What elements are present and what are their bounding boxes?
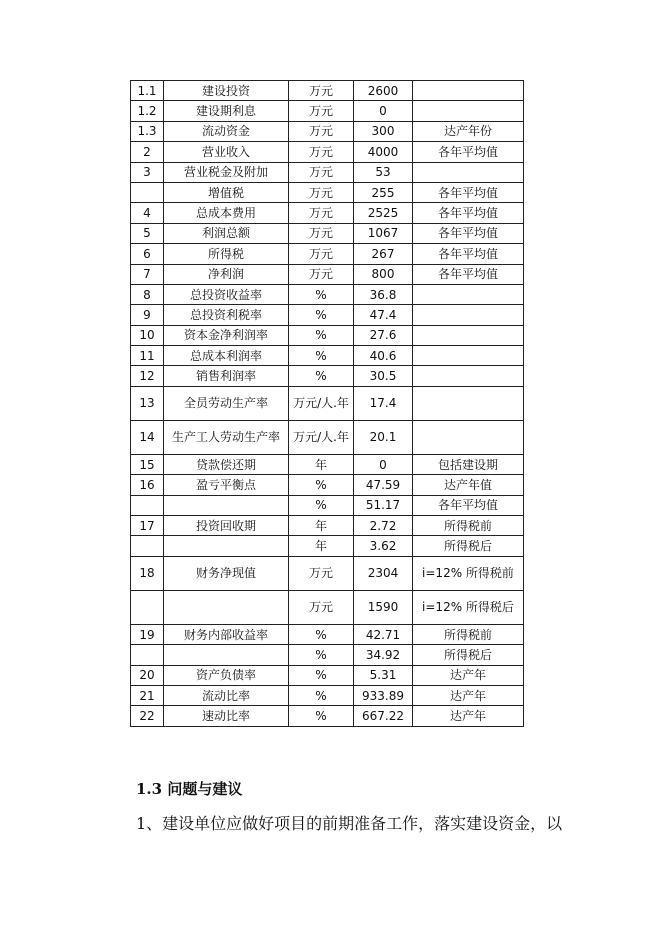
cell-item-name: 总投资收益率 (164, 284, 289, 304)
cell-row-number: 5 (131, 223, 164, 243)
cell-unit: 万元 (289, 203, 354, 223)
cell-note (413, 386, 524, 420)
table-row (131, 162, 524, 182)
table-row (131, 685, 524, 705)
cell-row-number: 14 (131, 420, 164, 454)
cell-item-name: 生产工人劳动生产率 (164, 420, 289, 454)
cell-value: 1590 (354, 590, 413, 624)
cell-row-number: 1.3 (131, 121, 164, 141)
cell-unit: 万元 (289, 244, 354, 264)
cell-unit: % (289, 685, 354, 705)
table-row (131, 223, 524, 243)
table-row (131, 346, 524, 366)
cell-unit: % (289, 305, 354, 325)
cell-note: i=12% 所得税后 (413, 590, 524, 624)
cell-value: 47.59 (354, 475, 413, 495)
table-row (131, 590, 524, 624)
cell-unit: 万元 (289, 162, 354, 182)
cell-unit: % (289, 706, 354, 726)
cell-row-number: 10 (131, 325, 164, 345)
cell-note: 各年平均值 (413, 182, 524, 202)
table-row (131, 101, 524, 121)
cell-item-name: 建设投资 (164, 81, 289, 101)
cell-unit: % (289, 325, 354, 345)
table-row (131, 454, 524, 474)
cell-unit: 万元 (289, 81, 354, 101)
cell-row-number: 7 (131, 264, 164, 284)
table-row (131, 81, 524, 101)
cell-value: 2525 (354, 203, 413, 223)
cell-item-name: 营业收入 (164, 142, 289, 162)
cell-unit: 万元 (289, 182, 354, 202)
cell-note: 包括建设期 (413, 454, 524, 474)
table-row (131, 325, 524, 345)
cell-row-number (131, 495, 164, 515)
table-row (131, 244, 524, 264)
cell-item-name (164, 536, 289, 556)
cell-row-number: 4 (131, 203, 164, 223)
cell-note: 各年平均值 (413, 244, 524, 264)
cell-value: 300 (354, 121, 413, 141)
cell-item-name: 速动比率 (164, 706, 289, 726)
table-row (131, 420, 524, 454)
cell-item-name: 流动比率 (164, 685, 289, 705)
cell-item-name: 建设期利息 (164, 101, 289, 121)
cell-unit: 万元 (289, 142, 354, 162)
cell-row-number (131, 645, 164, 665)
cell-value: 40.6 (354, 346, 413, 366)
cell-value: 0 (354, 101, 413, 121)
cell-item-name: 资产负债率 (164, 665, 289, 685)
cell-note (413, 162, 524, 182)
cell-value: 36.8 (354, 284, 413, 304)
cell-value: 47.4 (354, 305, 413, 325)
cell-value: 255 (354, 182, 413, 202)
cell-note: 各年平均值 (413, 203, 524, 223)
cell-unit: 万元 (289, 590, 354, 624)
cell-note (413, 81, 524, 101)
cell-item-name: 净利润 (164, 264, 289, 284)
cell-item-name: 增值税 (164, 182, 289, 202)
cell-item-name: 财务净现值 (164, 556, 289, 590)
cell-value: 933.89 (354, 685, 413, 705)
table-row (131, 284, 524, 304)
table-row (131, 536, 524, 556)
cell-row-number: 12 (131, 366, 164, 386)
cell-note: 各年平均值 (413, 223, 524, 243)
cell-row-number: 3 (131, 162, 164, 182)
cell-unit: 万元 (289, 556, 354, 590)
cell-item-name: 流动资金 (164, 121, 289, 141)
cell-value: 2304 (354, 556, 413, 590)
cell-unit: % (289, 495, 354, 515)
cell-note (413, 420, 524, 454)
cell-item-name: 全员劳动生产率 (164, 386, 289, 420)
cell-row-number: 9 (131, 305, 164, 325)
cell-note (413, 305, 524, 325)
cell-note: 各年平均值 (413, 264, 524, 284)
table-row (131, 556, 524, 590)
cell-value: 5.31 (354, 665, 413, 685)
cell-row-number: 6 (131, 244, 164, 264)
cell-row-number: 21 (131, 685, 164, 705)
cell-item-name (164, 590, 289, 624)
table-row (131, 203, 524, 223)
cell-unit: 万元 (289, 121, 354, 141)
cell-row-number: 1.1 (131, 81, 164, 101)
cell-note: 达产年 (413, 665, 524, 685)
table-row (131, 475, 524, 495)
cell-note: 达产年 (413, 685, 524, 705)
cell-note (413, 101, 524, 121)
cell-unit: 年 (289, 536, 354, 556)
table-row (131, 665, 524, 685)
cell-row-number: 17 (131, 516, 164, 536)
cell-unit: 年 (289, 516, 354, 536)
section-paragraph: 1、建设单位应做好项目的前期准备工作，落实建设资金，以 (136, 814, 563, 833)
cell-item-name: 所得税 (164, 244, 289, 264)
table-row (131, 624, 524, 644)
cell-value: 2.72 (354, 516, 413, 536)
cell-unit: 万元 (289, 101, 354, 121)
cell-unit: 万元/人.年 (289, 386, 354, 420)
section-heading: 1.3 问题与建议 (136, 780, 243, 798)
cell-unit: % (289, 346, 354, 366)
cell-item-name: 总成本费用 (164, 203, 289, 223)
cell-value: 667.22 (354, 706, 413, 726)
cell-note: 达产年值 (413, 475, 524, 495)
economic-indicators-table (130, 80, 524, 727)
cell-unit: 万元/人.年 (289, 420, 354, 454)
cell-row-number: 1.2 (131, 101, 164, 121)
cell-note: 所得税后 (413, 536, 524, 556)
cell-note: 各年平均值 (413, 495, 524, 515)
cell-row-number (131, 590, 164, 624)
cell-value: 51.17 (354, 495, 413, 515)
cell-note: 达产年 (413, 706, 524, 726)
table-row (131, 516, 524, 536)
cell-row-number: 11 (131, 346, 164, 366)
cell-item-name: 总投资利税率 (164, 305, 289, 325)
table-row (131, 264, 524, 284)
cell-value: 0 (354, 454, 413, 474)
table-row (131, 386, 524, 420)
economic-indicators-body (131, 81, 524, 727)
cell-unit: % (289, 665, 354, 685)
cell-value: 1067 (354, 223, 413, 243)
cell-item-name: 总成本利润率 (164, 346, 289, 366)
cell-row-number: 15 (131, 454, 164, 474)
cell-row-number: 13 (131, 386, 164, 420)
cell-row-number: 20 (131, 665, 164, 685)
cell-value: 30.5 (354, 366, 413, 386)
cell-note (413, 346, 524, 366)
cell-note: 各年平均值 (413, 142, 524, 162)
cell-note: 所得税前 (413, 624, 524, 644)
cell-note (413, 366, 524, 386)
cell-value: 800 (354, 264, 413, 284)
cell-item-name: 财务内部收益率 (164, 624, 289, 644)
cell-value: 53 (354, 162, 413, 182)
cell-value: 2600 (354, 81, 413, 101)
cell-row-number: 18 (131, 556, 164, 590)
cell-note: 所得税后 (413, 645, 524, 665)
cell-item-name: 盈亏平衡点 (164, 475, 289, 495)
cell-row-number: 8 (131, 284, 164, 304)
table-row (131, 142, 524, 162)
cell-note (413, 284, 524, 304)
cell-unit: 万元 (289, 264, 354, 284)
table-row (131, 182, 524, 202)
table-row (131, 121, 524, 141)
cell-row-number: 22 (131, 706, 164, 726)
cell-item-name (164, 645, 289, 665)
table-row (131, 706, 524, 726)
cell-value: 4000 (354, 142, 413, 162)
table-row (131, 645, 524, 665)
cell-unit: % (289, 624, 354, 644)
cell-note (413, 325, 524, 345)
cell-item-name: 资本金净利润率 (164, 325, 289, 345)
cell-unit: % (289, 366, 354, 386)
cell-note: i=12% 所得税前 (413, 556, 524, 590)
cell-item-name: 投资回收期 (164, 516, 289, 536)
table-row (131, 305, 524, 325)
cell-value: 27.6 (354, 325, 413, 345)
cell-item-name: 销售利润率 (164, 366, 289, 386)
cell-unit: % (289, 645, 354, 665)
cell-item-name: 营业税金及附加 (164, 162, 289, 182)
cell-item-name: 贷款偿还期 (164, 454, 289, 474)
cell-value: 267 (354, 244, 413, 264)
cell-item-name (164, 495, 289, 515)
table-row (131, 366, 524, 386)
cell-value: 3.62 (354, 536, 413, 556)
cell-row-number: 2 (131, 142, 164, 162)
cell-unit: 年 (289, 454, 354, 474)
cell-row-number (131, 182, 164, 202)
cell-note: 达产年份 (413, 121, 524, 141)
cell-value: 42.71 (354, 624, 413, 644)
table-row (131, 495, 524, 515)
cell-value: 17.4 (354, 386, 413, 420)
cell-row-number: 16 (131, 475, 164, 495)
cell-item-name: 利润总额 (164, 223, 289, 243)
cell-note: 所得税前 (413, 516, 524, 536)
cell-unit: % (289, 284, 354, 304)
cell-value: 34.92 (354, 645, 413, 665)
cell-row-number (131, 536, 164, 556)
cell-value: 20.1 (354, 420, 413, 454)
cell-unit: 万元 (289, 223, 354, 243)
cell-unit: % (289, 475, 354, 495)
cell-row-number: 19 (131, 624, 164, 644)
